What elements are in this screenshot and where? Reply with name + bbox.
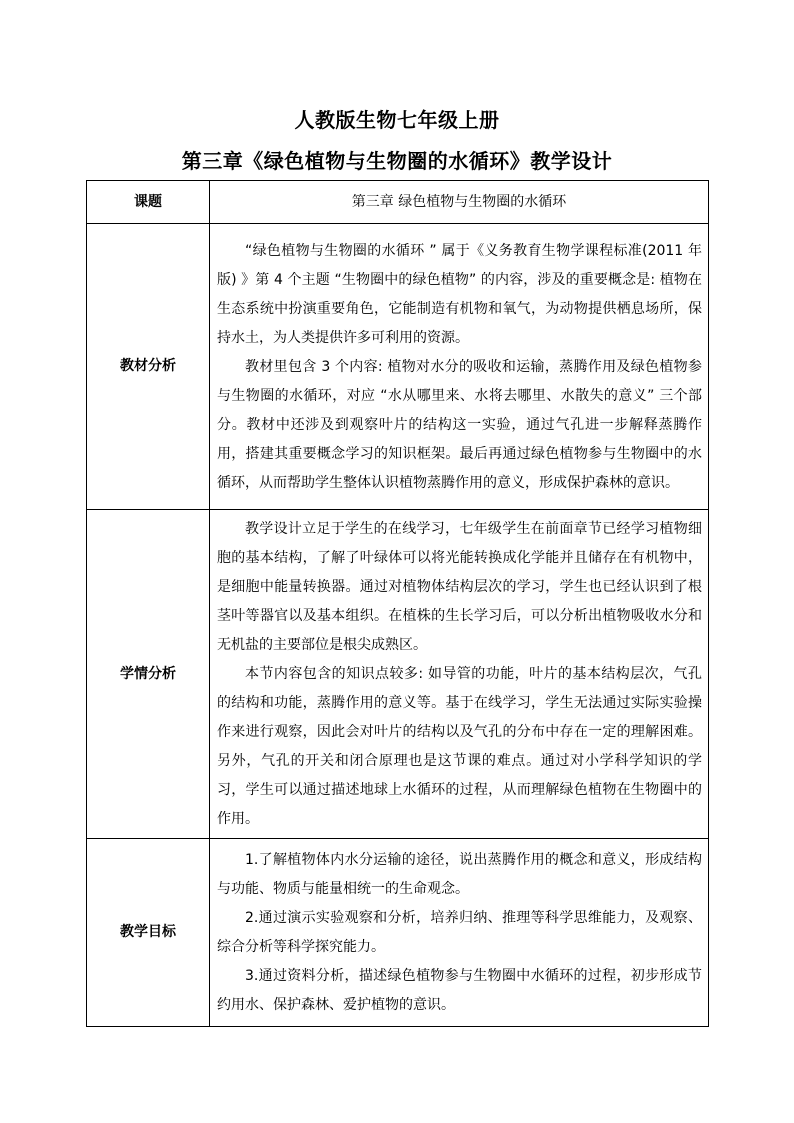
- lesson-plan-table: [86, 180, 709, 1027]
- textbook-analysis-label: 教材分析: [87, 224, 210, 510]
- paragraph: 1.了解植物体内水分运输的途径，说出蒸腾作用的概念和意义，形成结构与功能、物质与能量相统一的生命观念。: [217, 852, 702, 897]
- paragraph: 教学设计立足于学生的在线学习，七年级学生在前面章节已经学习植物细胞的基本结构，了解了叶绿体可以将光能转换成化学能并且储存在有机物中，是细胞中能量转换器。通过对植物体结构层次的学习，学生也已经认识到了根茎叶等器官以及基本组织。在植株的生长学习后，可以分析出植物吸收水分和无机盐的主要部位是根尖成熟区。: [217, 521, 702, 653]
- textbook-analysis-content: [210, 224, 709, 510]
- student-analysis-content: [210, 510, 709, 839]
- table-row-topic: [87, 181, 709, 224]
- paragraph: 2.通过演示实验观察和分析，培养归纳、推理等科学思维能力，及观察、综合分析等科学探究能力。: [217, 910, 702, 955]
- table-row-textbook-analysis: [87, 224, 709, 510]
- topic-label: 课题: [87, 181, 210, 224]
- topic-value: 第三章 绿色植物与生物圈的水循环: [210, 181, 709, 224]
- paragraph: 本节内容包含的知识点较多: 如导管的功能，叶片的基本结构层次，气孔的结构和功能，蒸腾作用的意义等。基于在线学习，学生无法通过实际实验操作来进行观察，因此会对叶片的结构以及气孔的分布中存在一定的理解困难。另外，气孔的开关和闭合原理也是这节课的难点。通过对小学科学知识的学习，学生可以通过描述地球上水循环的过程，从而理解绿色植物在生物圈中的作用。: [217, 666, 702, 827]
- table-row-teaching-objectives: [87, 839, 709, 1027]
- paragraph: “绿色植物与生物圈的水循环 ” 属于《义务教育生物学课程标准(2011 年版) 》第 4 个主题 “生物圈中的绿色植物” 的内容，涉及的重要概念是: 植物在生态系统中扮演重要角色，它能制造有机物和氧气，为动物提供栖息场所，保持水土，为人类提供许多可利用的资源。: [217, 242, 702, 346]
- paragraph: 3.通过资料分析，描述绿色植物参与生物圈中水循环的过程，初步形成节约用水、保护森林、爱护植物的意识。: [217, 968, 702, 1013]
- document-subtitle: 第三章《绿色植物与生物圈的水循环》教学设计: [181, 149, 613, 173]
- teaching-objectives-content: [210, 839, 709, 1027]
- paragraph: 教材里包含 3 个内容: 植物对水分的吸收和运输，蒸腾作用及绿色植物参与生物圈的水循环，对应 “水从哪里来、水将去哪里、水散失的意义” 三个部分。教材中还涉及到观察叶片的结构这一实验，通过气孔进一步解释蒸腾作用，搭建其重要概念学习的知识框架。最后再通过绿色植物参与生物圈中的水循环，从而帮助学生整体认识植物蒸腾作用的意义，形成保护森林的意识。: [217, 358, 702, 491]
- student-analysis-label: 学情分析: [87, 510, 210, 839]
- table-row-student-analysis: [87, 510, 709, 839]
- document-title: 人教版生物七年级上册: [294, 108, 500, 132]
- teaching-objectives-label: 教学目标: [87, 839, 210, 1027]
